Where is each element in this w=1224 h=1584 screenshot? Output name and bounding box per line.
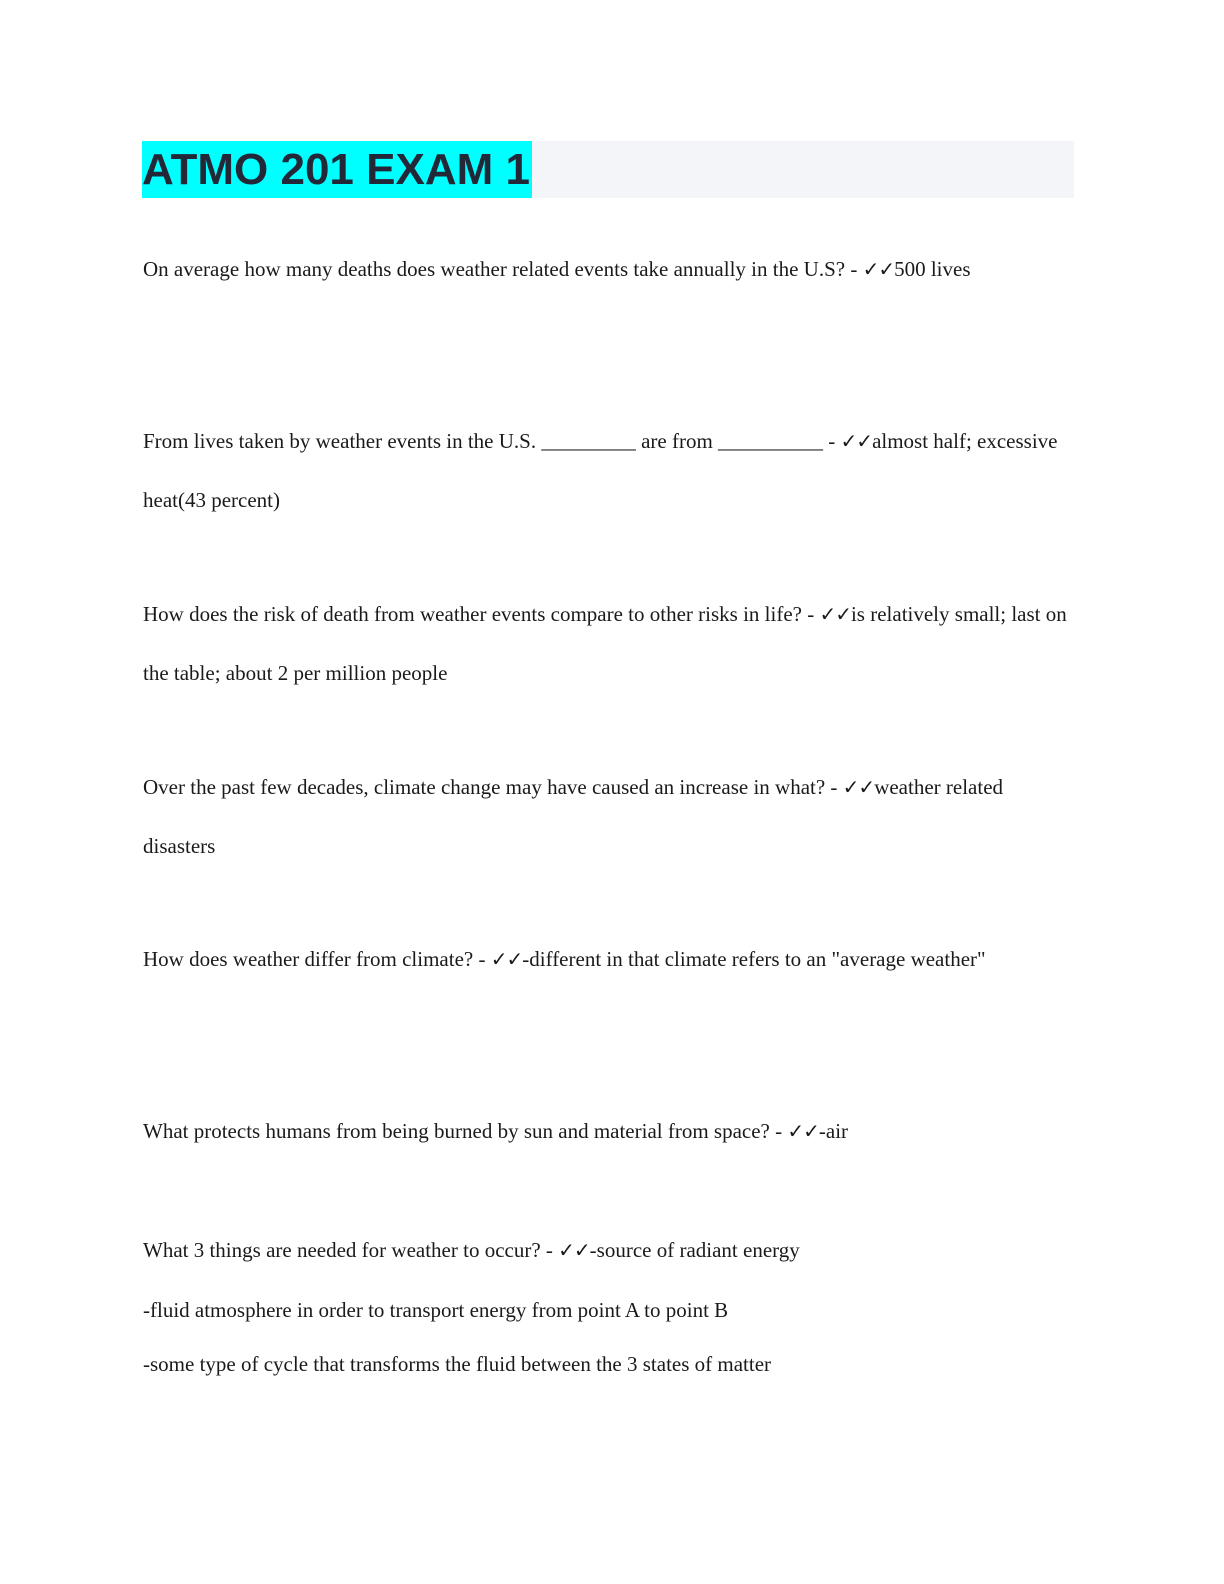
double-check-icon: ✓✓ [787, 1119, 819, 1143]
qa-item-1 [143, 240, 1078, 299]
answer-text: -source of radiant energy [589, 1238, 800, 1262]
answer-text: -air [818, 1119, 849, 1143]
answer-text: -different in that climate refers to an "average weather" [522, 947, 986, 971]
double-check-icon: ✓✓ [558, 1238, 590, 1262]
qa-item-3 [143, 585, 1078, 703]
answer-text: weather related disasters [143, 775, 1004, 858]
question-text: How does the risk of death from weather events compare to other risks in life? - [143, 602, 820, 626]
question-text: What protects humans from being burned by sun and material from space? - [143, 1119, 788, 1143]
question-text: On average how many deaths does weather related events take annually in the U.S? - [143, 257, 863, 281]
answer-text: is relatively small; last on the table; about 2 per million people [143, 602, 1067, 685]
double-check-icon: ✓✓ [819, 602, 851, 626]
question-text: From lives taken by weather events in the U.S. _________ are from __________ - [143, 429, 841, 453]
qa-item-5 [143, 930, 1078, 989]
double-check-icon: ✓✓ [490, 947, 523, 971]
page-title: ATMO 201 EXAM 1 [142, 141, 532, 198]
question-text: How does weather differ from climate? - [143, 947, 491, 971]
qa-item-2 [143, 412, 1078, 530]
double-check-icon: ✓✓ [840, 429, 873, 453]
answer-continuation-line: -some type of cycle that transforms the fluid between the 3 states of matter [143, 1352, 772, 1376]
answer-text: 500 lives [894, 257, 971, 281]
qa-item-4 [143, 758, 1078, 876]
answer-text: almost half; excessive heat(43 percent) [143, 429, 1058, 512]
double-check-icon: ✓✓ [842, 775, 875, 799]
question-text: What 3 things are needed for weather to occur? - [143, 1238, 559, 1262]
question-text: Over the past few decades, climate change may have caused an increase in what? - [143, 775, 843, 799]
qa-item-7 [143, 1221, 1078, 1280]
answer-continuation-line: -fluid atmosphere in order to transport energy from point A to point B [143, 1298, 729, 1322]
double-check-icon: ✓✓ [862, 257, 895, 281]
qa-item-6 [143, 1102, 1078, 1161]
